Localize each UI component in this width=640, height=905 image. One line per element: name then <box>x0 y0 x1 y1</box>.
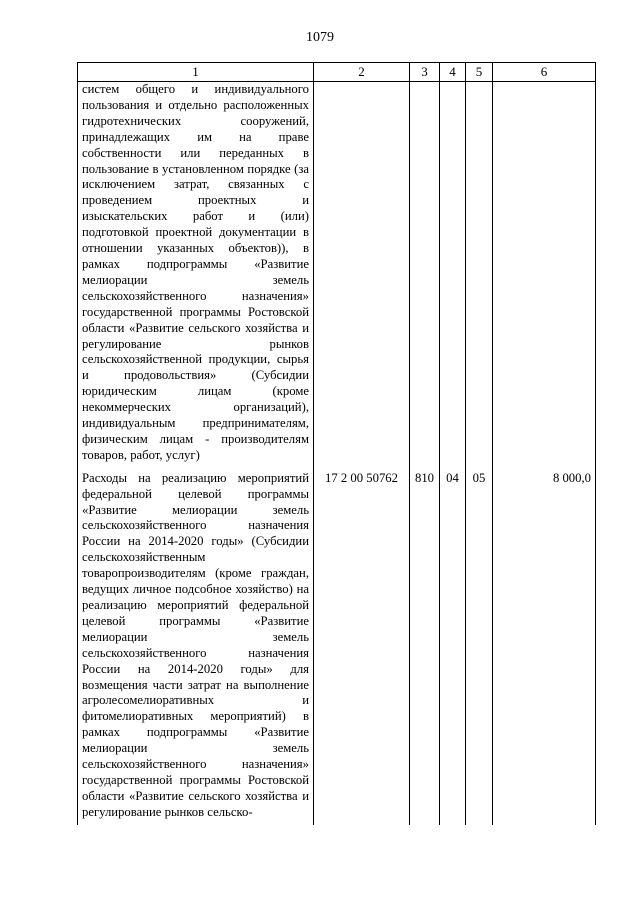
column-header-3: 3 <box>410 63 440 82</box>
table-row <box>78 82 596 468</box>
row-expense-type: 810 <box>410 468 440 825</box>
budget-table <box>77 62 596 825</box>
row-description: систем общего и индивидуального пользования и отдельно расположенных гидротехнических сооружений, принадлежащих им на праве собственности или переданных в пользование в установленном порядке (за исключением затрат, связанных с проведением проектных и изыскательских работ и (или) подготовкой проектной документации в отношении указанных объектов)), в рамках подпрограммы «Развитие мелиорации земель сельскохозяйственного назначения» государственной программы Ростовской области «Развитие сельского хозяйства и регулирование рынков сельскохозяйственной продукции, сырья и продовольствия» (Субсидии юридическим лицам (кроме некоммерческих организаций), индивидуальным предпринимателям, физическим лицам - производителям товаров, работ, услуг) <box>78 82 314 468</box>
column-header-5: 5 <box>466 63 493 82</box>
row-subsection <box>466 82 493 468</box>
column-header-2: 2 <box>314 63 410 82</box>
column-header-1: 1 <box>78 63 314 82</box>
row-subsection: 05 <box>466 468 493 825</box>
table-header-row <box>78 63 596 82</box>
row-amount: 8 000,0 <box>493 468 596 825</box>
table-row <box>78 468 596 825</box>
row-target-code <box>314 82 410 468</box>
row-section: 04 <box>440 468 466 825</box>
row-target-code: 17 2 00 50762 <box>314 468 410 825</box>
row-amount <box>493 82 596 468</box>
row-expense-type <box>410 82 440 468</box>
row-section <box>440 82 466 468</box>
column-header-6: 6 <box>493 63 596 82</box>
page-number: 1079 <box>306 30 334 45</box>
row-description: Расходы на реализацию мероприятий федеральной целевой программы «Развитие мелиорации земель сельскохозяйственного назначения России на 2014-2020 годы» (Субсидии сельскохозяйственным товаропроизводителям (кроме граждан, ведущих личное подсобное хозяйство) на реализацию мероприятий федеральной целевой программы «Развитие мелиорации земель сельскохозяйственного назначения России на 2014-2020 годы» для возмещения части затрат на выполнение агролесомелиоративных и фитомелиоративных мероприятий) в рамках подпрограммы «Развитие мелиорации земель сельскохозяйственного назначения» государственной программы Ростовской области «Развитие сельского хозяйства и регулирование рынков сельско- <box>78 468 314 825</box>
column-header-4: 4 <box>440 63 466 82</box>
